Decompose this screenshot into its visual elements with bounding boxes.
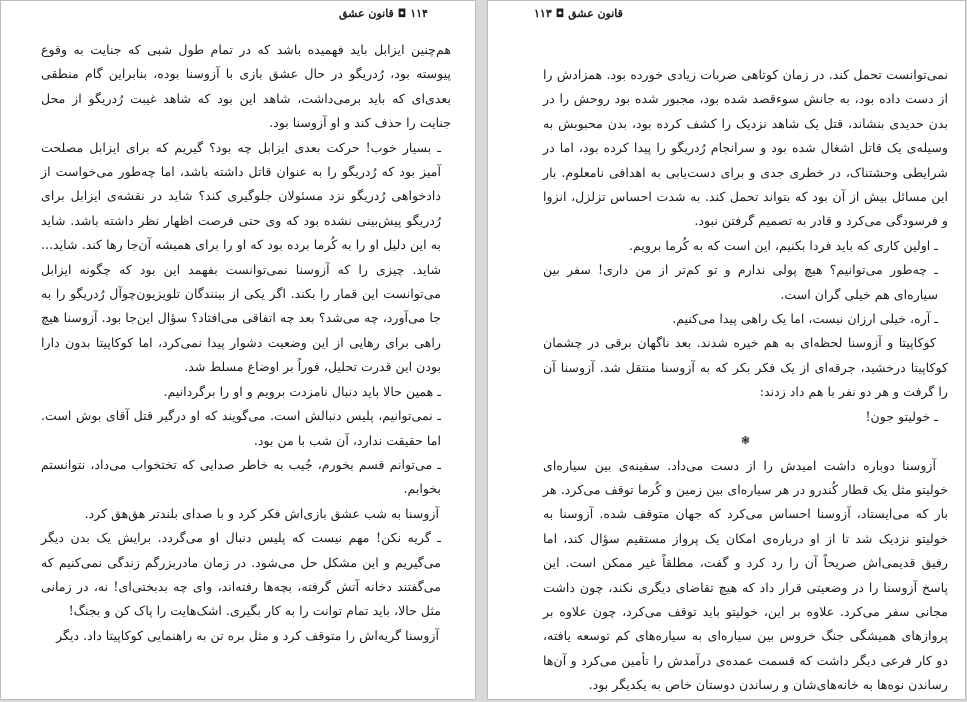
left-page	[0, 0, 476, 700]
left-dialogue-1: ـ همین حالا باید دنبال نامزدت برویم و او را برگردانیم.	[163, 383, 441, 399]
left-paragraph-2: ـ بسیار خوب! حرکت بعدی ایزابل چه بود؟ گیریم که برای ایزابل مصلحت آمیز بود که رُدریگو را به عنوان قاتل داشته باشد، اما چه‌طور می‌خواست از دادخواهی رُدریگو نزد مسئولان جلوگیری کند؟ شاید در نقشه‌ی ایزابل برای رُدریگو پیش‌بینی نشده بود که وی حتی فرصت اظهار نظر داشته باشد. شاید به این دلیل او را به کُرما برده بود که او را برای همیشه آن‌جا رها کند. شاید... شاید. چیزی را که آزوسنا نمی‌توانست بفهمد این بود که چگونه ایزابل می‌توانست این قمار را بکند. اگر یکی از بینندگان تلویزیون‌چوآل رُدریگو را به جا می‌آورد، چه می‌شد؟ بعد چه اتفاقی می‌افتاد؟ سؤال این‌جا بود. آزوسنا هیچ راهی برای رهایی از این وضعیت دشوار پیدا نمی‌کرد، اما کوکاپیتا بدون دارا بودن این قدرت تحلیل، فوراً بر اوضاع مسلط شد.	[41, 139, 441, 375]
right-dialogue-1: ـ اولین کاری که باید فردا بکنیم، این است که به کُرما برویم.	[628, 237, 938, 253]
right-dialogue-2: ـ چه‌طور می‌توانیم؟ هیچ پولی ندارم و تو کم‌تر از من داری! سفر بین سیاره‌ای هم خیلی گران است.	[543, 262, 938, 302]
left-page-header: ۱۱۴ ◘ قانون عشق	[339, 7, 428, 20]
right-page-body	[543, 63, 948, 698]
right-page-header: قانون عشق ◘ ۱۱۳	[534, 7, 623, 20]
left-closing-1: آزوسنا به شب عشق بازی‌اش فکر کرد و با صدای بلندتر هق‌هق کرد.	[84, 505, 439, 521]
left-dialogue-3: ـ می‌توانم قسم بخورم، جُیب به خاطر صدایی که تختخواب می‌داد، نتوانستم بخوابم.	[41, 456, 441, 497]
right-shout: ـ خولیتو جون!	[865, 408, 938, 424]
section-separator-icon: ❃	[740, 434, 751, 448]
right-paragraph-2: کوکاپیتا و آزوسنا لحظه‌ای به هم خیره شدند. بعد ناگهان برقی در چشمان کوکاپیتا درخشید، جرقه‌ای از یک فکر بکر که به آزوسنا منتقل شد. آزوسنا آن را گرفت و هر دو نفر با هم داد زدند:	[543, 335, 948, 400]
left-closing-3: آزوسنا گریه‌اش را متوقف کرد و مثل بره تن به راهنمایی کوکاپیتا داد. دیگر	[56, 627, 439, 643]
right-paragraph-1: نمی‌توانست تحمل کند. در زمان کوتاهی ضربات زیادی خورده بود. همزادش را از دست داده بود، به جانش سوء‌قصد شده بود، مجبور شده بود روحش را در بدن حدیدی بنشاند، قتل یک شاهد نزدیک را کشف کرده بود، بدن محبوبش به وسیله‌ی یک قاتل اشغال شده بود و سرانجام رُدریگو را پیدا کرده بود، اما در شرایطی وحشتناک، در خطری جدی و برای دست‌یابی به اهدافی نامعلوم. بار این مسائل بیش از آن بود که بتواند تحمل کند. به شدت احساس تزلزل، انزوا و فرسودگی می‌کرد و قادر به تصمیم گرفتن نبود.	[543, 67, 948, 229]
right-paragraph-3: آزوسنا دوباره داشت امیدش را از دست می‌داد. سفینه‌ی بین سیاره‌ای خولیتو مثل یک قطار کُندرو در هر سیاره‌ای بین زمین و کُرما توقف می‌کرد. هر بار که می‌ایستاد، آزوسنا احساس می‌کرد که جهان متوقف شده. آزوسنا به خولیتو نزدیک شد تا از او درباره‌ی امکان یک پرواز مستقیم سؤال کند، اما رفیق قدیمی‌اش صریحاً آن را رد کرد و گفت، مطلقاً غیر ممکن است. این پاسخ آزوسنا را در وضعیتی قرار داد که هیچ تقاضای دیگری نکند، چون داشت مجانی سفر می‌کرد. علاوه بر این، خولیتو باید توقف می‌کرد، چون علاوه بر پروازهای همیشگی جنگ خروس بین سیاره‌ای به سیاره‌های کم توسعه یافته، دو کار فرعی دیگر داشت که قسمت عمده‌ی درآمدش را تأمین می‌کرد و آن‌ها رساندن نوه‌ها به خانه‌های‌شان و رساندن دوستان خاص به یکدیگر بود.	[543, 457, 948, 693]
left-page-body	[41, 38, 451, 648]
right-page	[487, 0, 966, 700]
left-dialogue-2: ـ نمی‌توانیم، پلیس دنبالش است. می‌گویند که او درگیر قتل آقای بوش است. اما حقیقت ندارد، آن شب با من بود.	[41, 408, 441, 448]
left-paragraph-1: هم‌چنین ایزابل باید فهمیده باشد که در تمام طول شبی که جنایت به وقوع پیوسته بود، رُدریگو در حال عشق بازی با آزوسنا بوده، بنابراین گام منطقی بعدی‌ای که باید برمی‌داشت، شاهد این بود که شاهد غیبت رُدریگو از محل جنایت را حذف کند و او آزوسنا بود.	[41, 42, 451, 131]
right-dialogue-3: ـ آره، خیلی ارزان نیست، اما یک راهی پیدا می‌کنیم.	[672, 311, 938, 327]
left-closing-2: ـ گریه نکن! مهم نیست که پلیس دنبال او می‌گردد. برایش یک بدن دیگر می‌گیریم و این مشکل حل می‌شود. در زمان مادربزرگم زندگی نمی‌کنیم که می‌گفتند دخانه آتش گرفته، بچه‌ها رفته‌اند، وای چه بدبختی‌ای! نه، در زمانی مثل حالا، باید تمام توانت را به کار بگیری. اشک‌هایت را پاک کن و بجنگ!	[41, 530, 441, 619]
